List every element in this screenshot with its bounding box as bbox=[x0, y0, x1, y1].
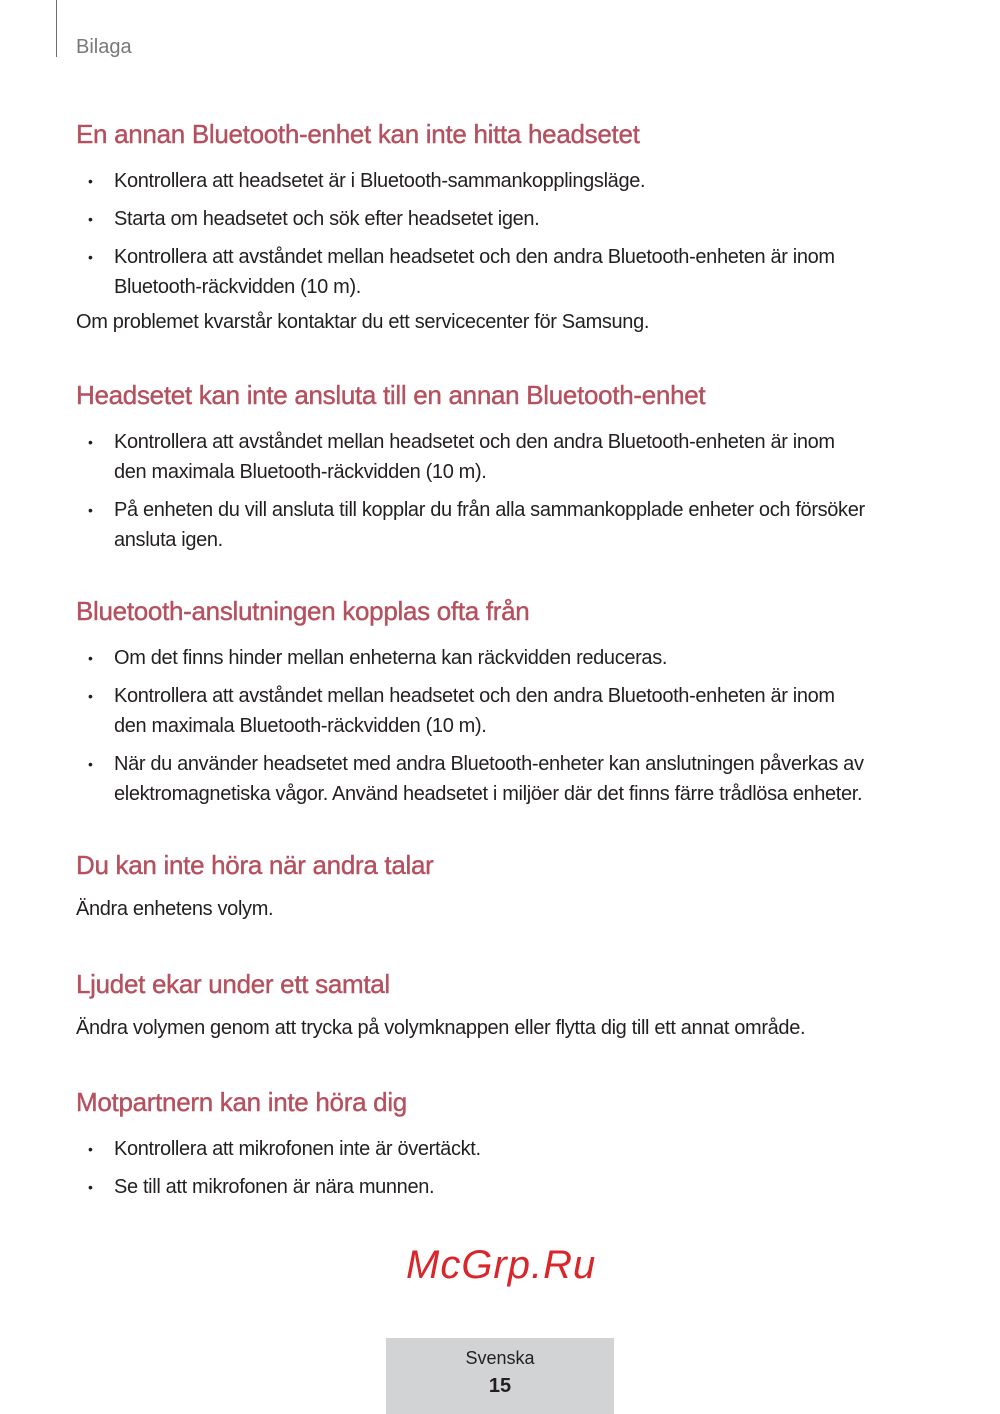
bullet-icon: • bbox=[88, 502, 93, 518]
section-headset-not-found bbox=[76, 118, 936, 337]
list-item-text: Kontrollera att headsetet är i Bluetooth-sammankopplingsläge. bbox=[114, 170, 646, 192]
bullet-list bbox=[76, 643, 936, 809]
watermark: McGrp.Ru bbox=[406, 1243, 597, 1287]
section-heading: Bluetooth-anslutningen kopplas ofta från bbox=[76, 596, 530, 626]
section-heading: En annan Bluetooth-enhet kan inte hitta headsetet bbox=[76, 119, 640, 149]
list-item-text: Kontrollera att avståndet mellan headsetet och den andra Bluetooth-enheten är inom bbox=[114, 431, 835, 453]
section-echo bbox=[76, 968, 936, 1043]
list-item-text: Kontrollera att avståndet mellan headsetet och den andra Bluetooth-enheten är inom bbox=[114, 685, 835, 707]
margin-rule bbox=[56, 0, 57, 57]
list-item-text: På enheten du vill ansluta till kopplar du från alla sammankopplade enheter och försöker bbox=[114, 499, 865, 521]
bullet-icon: • bbox=[88, 173, 93, 189]
section-cannot-hear bbox=[76, 849, 936, 924]
bullet-icon: • bbox=[88, 688, 93, 704]
list-item bbox=[76, 749, 936, 809]
list-item bbox=[76, 1172, 936, 1202]
bullet-icon: • bbox=[88, 211, 93, 227]
list-item-text: Bluetooth-räckvidden (10 m). bbox=[114, 276, 361, 298]
section-paragraph: Om problemet kvarstår kontaktar du ett servicecenter för Samsung. bbox=[76, 311, 650, 333]
section-connection-drops bbox=[76, 595, 936, 817]
bullet-list bbox=[76, 166, 936, 302]
section-heading: Motpartnern kan inte höra dig bbox=[76, 1087, 407, 1117]
section-heading: Ljudet ekar under ett samtal bbox=[76, 969, 390, 999]
bullet-icon: • bbox=[88, 434, 93, 450]
list-item bbox=[76, 204, 936, 234]
page-number: 15 bbox=[488, 1375, 512, 1397]
list-item bbox=[76, 166, 936, 196]
page-footer bbox=[386, 1338, 614, 1414]
bullet-icon: • bbox=[88, 1141, 93, 1157]
bullet-list bbox=[76, 427, 936, 555]
section-partner-cannot-hear bbox=[76, 1086, 936, 1210]
chapter-title: Bilaga bbox=[76, 36, 132, 58]
footer-language: Svenska bbox=[465, 1348, 535, 1368]
section-heading: Du kan inte höra när andra talar bbox=[76, 850, 434, 880]
list-item bbox=[76, 427, 936, 487]
section-paragraph: Ändra enhetens volym. bbox=[76, 898, 274, 920]
bullet-icon: • bbox=[88, 756, 93, 772]
bullet-icon: • bbox=[88, 249, 93, 265]
list-item-text: Om det finns hinder mellan enheterna kan räckvidden reduceras. bbox=[114, 647, 668, 669]
bullet-icon: • bbox=[88, 1179, 93, 1195]
list-item bbox=[76, 495, 936, 555]
list-item-text: Kontrollera att mikrofonen inte är övertäckt. bbox=[114, 1138, 481, 1160]
list-item bbox=[76, 681, 936, 741]
list-item bbox=[76, 242, 936, 302]
list-item-text: När du använder headsetet med andra Bluetooth-enheter kan anslutningen påverkas av bbox=[114, 753, 864, 775]
list-item bbox=[76, 1134, 936, 1164]
list-item-text: Starta om headsetet och sök efter headsetet igen. bbox=[114, 208, 540, 230]
list-item-text: Se till att mikrofonen är nära munnen. bbox=[114, 1176, 435, 1198]
section-heading: Headsetet kan inte ansluta till en annan Bluetooth-enhet bbox=[76, 380, 706, 410]
bullet-icon: • bbox=[88, 650, 93, 666]
section-paragraph: Ändra volymen genom att trycka på volymknappen eller flytta dig till ett annat område. bbox=[76, 1017, 806, 1039]
list-item-text: Kontrollera att avståndet mellan headsetet och den andra Bluetooth-enheten är inom bbox=[114, 246, 835, 268]
bullet-list bbox=[76, 1134, 936, 1202]
list-item-text: den maximala Bluetooth-räckvidden (10 m). bbox=[114, 461, 487, 483]
list-item-text: den maximala Bluetooth-räckvidden (10 m). bbox=[114, 715, 487, 737]
section-cannot-connect bbox=[76, 379, 936, 563]
list-item bbox=[76, 643, 936, 673]
list-item-text: elektromagnetiska vågor. Använd headsetet i miljöer där det finns färre trådlösa enheter. bbox=[114, 783, 863, 805]
list-item-text: ansluta igen. bbox=[114, 529, 223, 551]
